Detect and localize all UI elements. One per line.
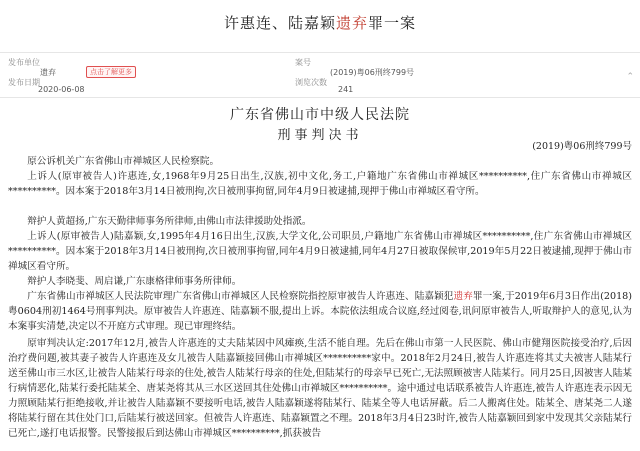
paragraph-facts: 原审判决认定:2017年12月,被告人许惠连的丈夫陆某因中风瘫痪,生活不能自理。先后在佛山市第一人民医院、佛山市健翔医院接受治疗,后因治疗费问题,被其妻子被告人许惠连及女儿被告人陆嘉颖接回佛山市禅城区**********家中。2018年2月24日,被告人许惠连将其丈夫被害人陆某行送至佛山市三水区,让被告人陆某行母亲的住处,被告人陆某行母亲的住处,但陆某行的母亲早已死亡,无法照顾被害人陆某行。同月25日,因被害人陆某行病情恶化,陆某行委托陆某全、唐某尧将其从三水区送回其住处佛山市禅城区**********。途中通过电话联系被告人许惠连,被告人许惠连表示因无力照顾陆某行拒绝接收,并让被告人陆嘉颖不要接听电话,被告人陆嘉颖遂将陆某行、陆某全等人电话屏蔽。后二人搬离住处。陆某全、唐某尧二人遂将陆某行留在其住处门口,后陆某行被送回家。但被告人许惠连、陆嘉颖置之不理。2018年3月4日23时许,被告人陆嘉颖回到家中发现其父亲陆某行已死亡,遂打电话报警。民警接报后到达佛山市禅城区**********,抓获被告 xyxy=(8,338,632,439)
title-part-2: 罪一案 xyxy=(368,14,417,32)
date-label: 发布日期 xyxy=(8,78,40,87)
judgment-case-number: (2019)粤06刑终799号 xyxy=(532,141,632,152)
paragraph-appellant-2: 上诉人(原审被告人)陆嘉颖,女,1995年4月16日出生,汉族,大学文化,公司职员,户籍地广东省佛山市禅城区**********,住广东省佛山市禅城区**********。因本案于2018年3月14日被刑拘,次日被刑事拘留,同年4月9日被逮捕,同年4月27日被取保候审,2019年5月22日被逮捕,现押于佛山市禅城区看守所。 xyxy=(8,231,632,272)
collapse-icon[interactable]: ⌃ xyxy=(626,72,634,82)
views-label: 浏览次数 xyxy=(295,78,327,87)
case-no-label: 案号 xyxy=(295,58,311,67)
paragraph-defender-1: 辩护人黄超扬,广东天勤律师事务所律师,由佛山市法律援助处指派。 xyxy=(27,216,312,227)
divider xyxy=(0,97,640,98)
publisher-value: 遗弃 xyxy=(40,68,56,77)
learn-more-tag[interactable]: 点击了解更多 xyxy=(86,66,136,78)
paragraph-appellant-1: 上诉人(原审被告人)许惠连,女,1968年9月25日出生,汉族,初中文化,务工,户籍地广东省佛山市禅城区**********,住广东省佛山市禅城区**********。因本案于2018年3月14日被刑拘,次日被刑事拘留,同年4月9日被逮捕,现押于佛山市禅城区看守所。 xyxy=(8,171,632,197)
divider xyxy=(0,52,640,53)
views-value: 241 xyxy=(338,85,354,94)
case-no-value: (2019)粤06刑终799号 xyxy=(330,68,415,77)
publisher-label: 发布单位 xyxy=(8,58,40,67)
paragraph-prosecutor: 原公诉机关广东省佛山市禅城区人民检察院。 xyxy=(27,156,220,167)
title-part-1: 许惠连、陆嘉颖 xyxy=(223,14,336,32)
paragraph-procedure xyxy=(8,289,632,334)
procedure-text-2: 罪一案,于2019年6月3日作出(2018)粤0604刑初1464号刑事判决。原审被告人许惠连、陆嘉颖不服,提出上诉。本院依法组成合议庭,经过阅卷,讯问原审被告人,听取辩护人的意见,认为本案事实清楚,决定以不开庭方式审理。现已审理终结。 xyxy=(8,291,633,332)
court-name: 广东省佛山市中级人民法院 xyxy=(230,107,410,123)
document-type: 刑事判决书 xyxy=(277,128,363,143)
paragraph-defender-2: 辩护人李晓斐、周启谦,广东康格律师事务所律师。 xyxy=(27,276,242,287)
date-value: 2020-06-08 xyxy=(38,85,85,94)
procedure-highlight: 遗弃 xyxy=(453,291,473,302)
procedure-text-1: 广东省佛山市禅城区人民法院审理广东省佛山市禅城区人民检察院指控原审被告人许惠连、陆嘉颖犯 xyxy=(27,291,454,302)
document-title xyxy=(0,12,640,33)
title-highlight: 遗弃 xyxy=(335,14,368,32)
